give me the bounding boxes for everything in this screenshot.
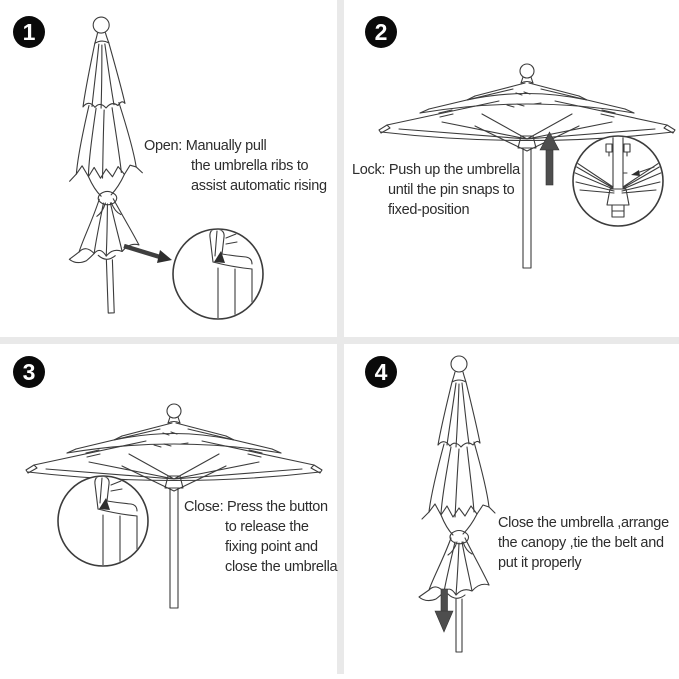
text-line: the umbrella ribs to [191, 158, 309, 174]
step-1-instructions [144, 136, 327, 196]
step-1-badge: 1 [13, 16, 45, 48]
magnifier-hub-detail-step2 [573, 136, 663, 226]
text-line: to release the [225, 519, 309, 535]
text-line: Close the umbrella ,arrange [498, 515, 669, 531]
pull-arrow-icon [124, 246, 172, 263]
folded-umbrella-illustration-step4 [419, 356, 495, 652]
text-line: assist automatic rising [191, 178, 327, 194]
folded-umbrella-illustration-step1 [61, 16, 147, 314]
magnifier-button-detail-step1 [173, 229, 263, 319]
text-line: put it properly [498, 555, 582, 571]
text-line: until the pin snaps to [388, 182, 515, 198]
grid-divider-horizontal [0, 337, 679, 344]
step-2-badge: 2 [365, 16, 397, 48]
text-line: Close: Press the button [184, 499, 328, 515]
text-line: close the umbrella [225, 559, 338, 575]
text-line: Open: Manually pull [144, 138, 267, 154]
text-line: fixing point and [225, 539, 318, 555]
step-4-badge: 4 [365, 356, 397, 388]
magnifier-button-detail-step3 [58, 476, 148, 566]
text-line: Lock: Push up the umbrella [352, 162, 520, 178]
step-3-instructions [184, 497, 337, 577]
step-3-badge: 3 [13, 356, 45, 388]
text-line: the canopy ,tie the belt and [498, 535, 664, 551]
step-4-instructions [498, 513, 669, 573]
step-2-instructions [352, 160, 520, 220]
text-line: fixed-position [388, 202, 470, 218]
